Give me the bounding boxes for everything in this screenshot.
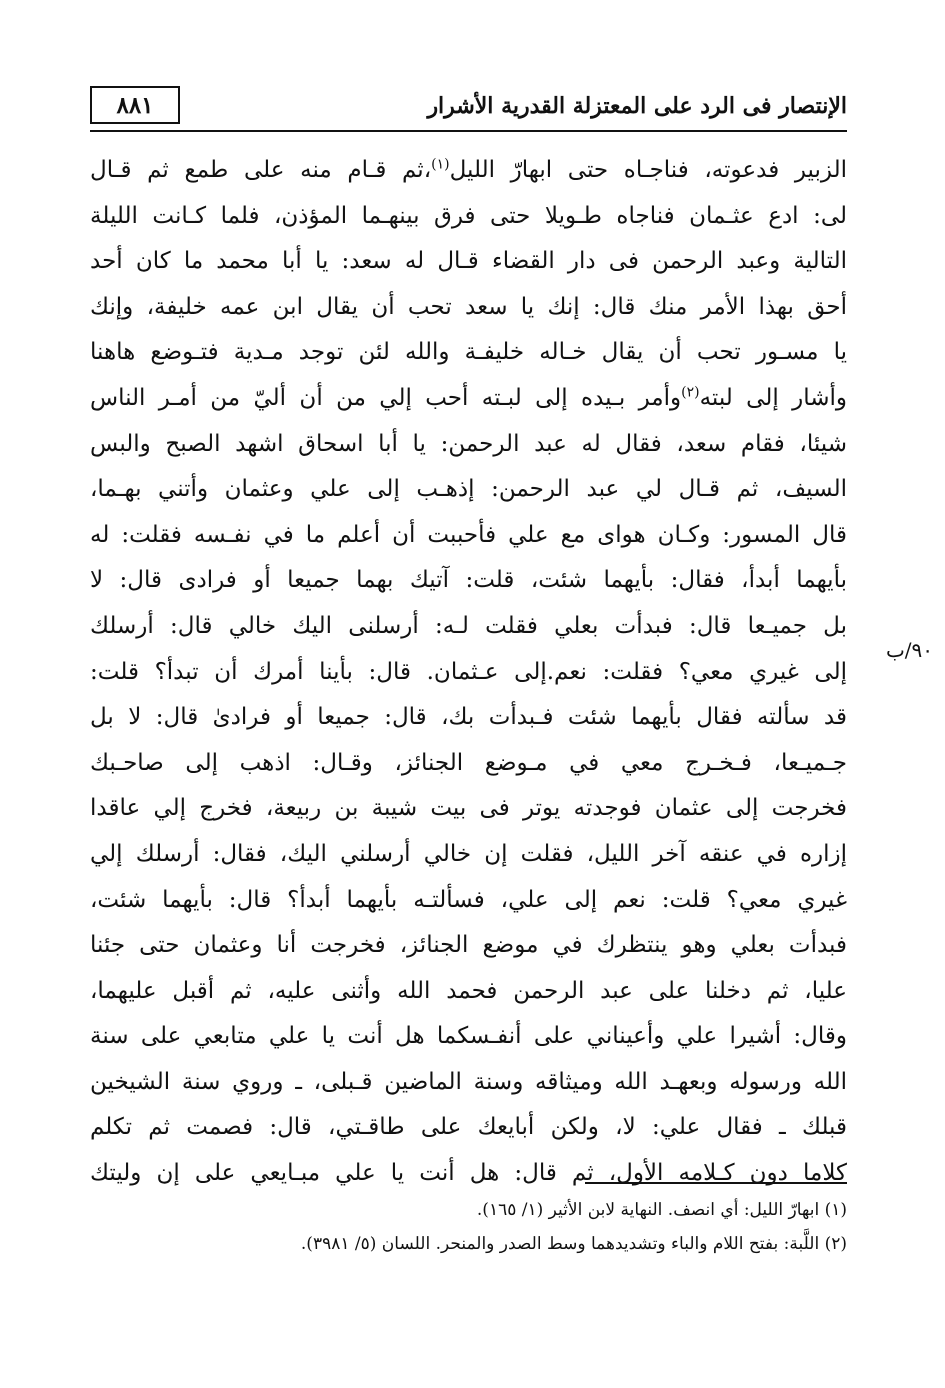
footnotes xyxy=(90,1193,847,1261)
text-segment: إلى غيري معي؟ فقلت: نعم.إلى عـثمان. قال: بأينا أمرك أن تبدأ؟ قلت: xyxy=(90,658,847,685)
text-line xyxy=(90,1105,847,1151)
footnote-marker: (٢) xyxy=(681,384,700,401)
text-segment: إزاره في عنقه آخر الليل، فقلت إن خالي أرسلني اليك، فقال: أرسلك إلي xyxy=(90,840,847,867)
text-segment: قبلك ـ فقال علي: لا، ولكن أبايعك على طاقـتي، قال: فصمت ثم تكلم xyxy=(90,1114,847,1141)
text-segment: الزبير فدعوته، فناجـاه حتى ابهارّ الليل xyxy=(449,157,847,183)
text-segment: يا مسـور تحب أن يقال خـاله خليفـة والله لئن توجد مـدية فتـوضع هاهنا xyxy=(90,339,847,366)
text-line xyxy=(90,376,847,422)
text-segment: وأشار إلى لبته xyxy=(699,384,847,411)
text-segment: أحق بهذا الأمر منك قال: إنك يا سعد تحب أن يقال ابن عمه خليفة، وإنك xyxy=(90,293,847,320)
text-segment: الله ورسوله وبعهـد الله وميثاقه وسنة الماضين قـبلى، ـ وروي سنة الشيخين xyxy=(90,1068,847,1095)
text-segment: غيري معي؟ قلت: نعم إلى علي، فسألتـه بأيهما أبدأ؟ قال: بأيهما شئت، xyxy=(90,886,847,913)
text-line xyxy=(90,330,847,376)
text-line xyxy=(90,878,847,924)
header-rule xyxy=(90,130,847,132)
text-segment: لى: ادع عثـمان فناجاه طـويلا حتى فرق بينهـما المؤذن، فلما كـانت الليلة xyxy=(90,202,847,229)
page-number-box xyxy=(90,86,180,124)
text-segment: قال المسور: وكـان هواى مع علي فأحببت أن أعلم ما في نفـسه فقلت: له xyxy=(90,521,847,548)
text-line xyxy=(90,604,847,650)
footnote-2: (٢) اللَّبة: بفتح اللام والباء وتشديدهما وسط الصدر والمنحر. اللسان (٥/ ٣٩٨١). xyxy=(300,1234,847,1254)
text-line xyxy=(90,1151,847,1197)
text-segment: فخرجت إلى عثمان فوجدته يوتر فى بيت شيبة بن ربيعة، فخرج إلي عاقدا xyxy=(90,795,847,822)
text-line xyxy=(90,422,847,468)
running-header-title: الإنتصار فى الرد على المعتزلة القدرية الأشرار xyxy=(427,93,847,119)
text-segment: كلاما دون كـلامه الأول، ثم قال: هل أنت يا علي مبـايعي على إن وليتك xyxy=(90,1160,847,1187)
text-line xyxy=(90,832,847,878)
text-line xyxy=(90,969,847,1015)
text-segment: عليا، ثم دخلنا على عبد الرحمن فحمد الله وأثنى عليه، ثم أقبل عليهما، xyxy=(90,977,847,1004)
text-line xyxy=(90,650,847,696)
footnote-marker: (١) xyxy=(431,156,450,173)
footnote-1: (١) ابهارّ الليل: أي انصف. النهاية لابن الأثير (١/ ١٦٥). xyxy=(476,1200,847,1220)
text-segment: ،ثم قـام منه على طمع ثم قـال xyxy=(90,157,432,183)
manuscript-folio-note: ٩٠/ب xyxy=(885,638,933,662)
text-line xyxy=(90,239,847,285)
text-segment: قد سألته فقال بأيهما شئت فـبدأت بك، قال: جميعا أو فرادیٰ قال: لا بل xyxy=(90,704,847,731)
text-segment: السيف، ثم قـال لي عبد الرحمن: إذهـب إلى علي وعثمان وأتني بهـما، xyxy=(90,476,847,503)
text-line xyxy=(90,923,847,969)
main-text xyxy=(90,148,847,1197)
text-segment: شيئا، فقام سعد، فقال له عبد الرحمن: يا أبا اسحاق اشهد الصبح والبس xyxy=(90,430,847,457)
text-segment: فبدأت بعلي وهو ينتظرك في موضع الجنائز، فخرجت أنا وعثمان حتى جئنا xyxy=(90,932,847,959)
text-line xyxy=(90,513,847,559)
text-segment: وأمر بـيده إلى لبـته أحب إلي من أن أليّ من أمـر الناس xyxy=(90,384,682,411)
text-segment: التالية وعبد الرحمن فى دار القضاء قـال له سعد: يا أبا محمد ما كان أحد xyxy=(90,248,847,275)
text-segment: بل جميـعا قال: فبدأت بعلي فقلت لـه: أرسلنى اليك خالي قال: أرسلك xyxy=(90,612,847,639)
text-line xyxy=(90,558,847,604)
text-line xyxy=(90,1014,847,1060)
text-line xyxy=(90,695,847,741)
text-line xyxy=(90,786,847,832)
text-line xyxy=(90,741,847,787)
text-segment: بأيهما أبدأ، فقال: بأيهما شئت، قلت: آتيك بهما جميعا أو فرادى قال: لا xyxy=(90,567,847,594)
text-line xyxy=(90,148,847,194)
text-line xyxy=(90,467,847,513)
footnote-separator xyxy=(585,1182,847,1184)
text-line xyxy=(90,285,847,331)
text-line xyxy=(90,194,847,240)
page-number: ٨٨١ xyxy=(116,91,154,119)
text-segment: وقال: أشيرا علي وأعيناني على أنفـسكما هل أنت يا علي متابعي على سنة xyxy=(90,1023,847,1050)
text-segment: جـميـعا، فـخـرج معي في مـوضع الجنائز، وقـال: اذهب إلى صاحـبك xyxy=(90,749,847,776)
text-line xyxy=(90,1060,847,1106)
